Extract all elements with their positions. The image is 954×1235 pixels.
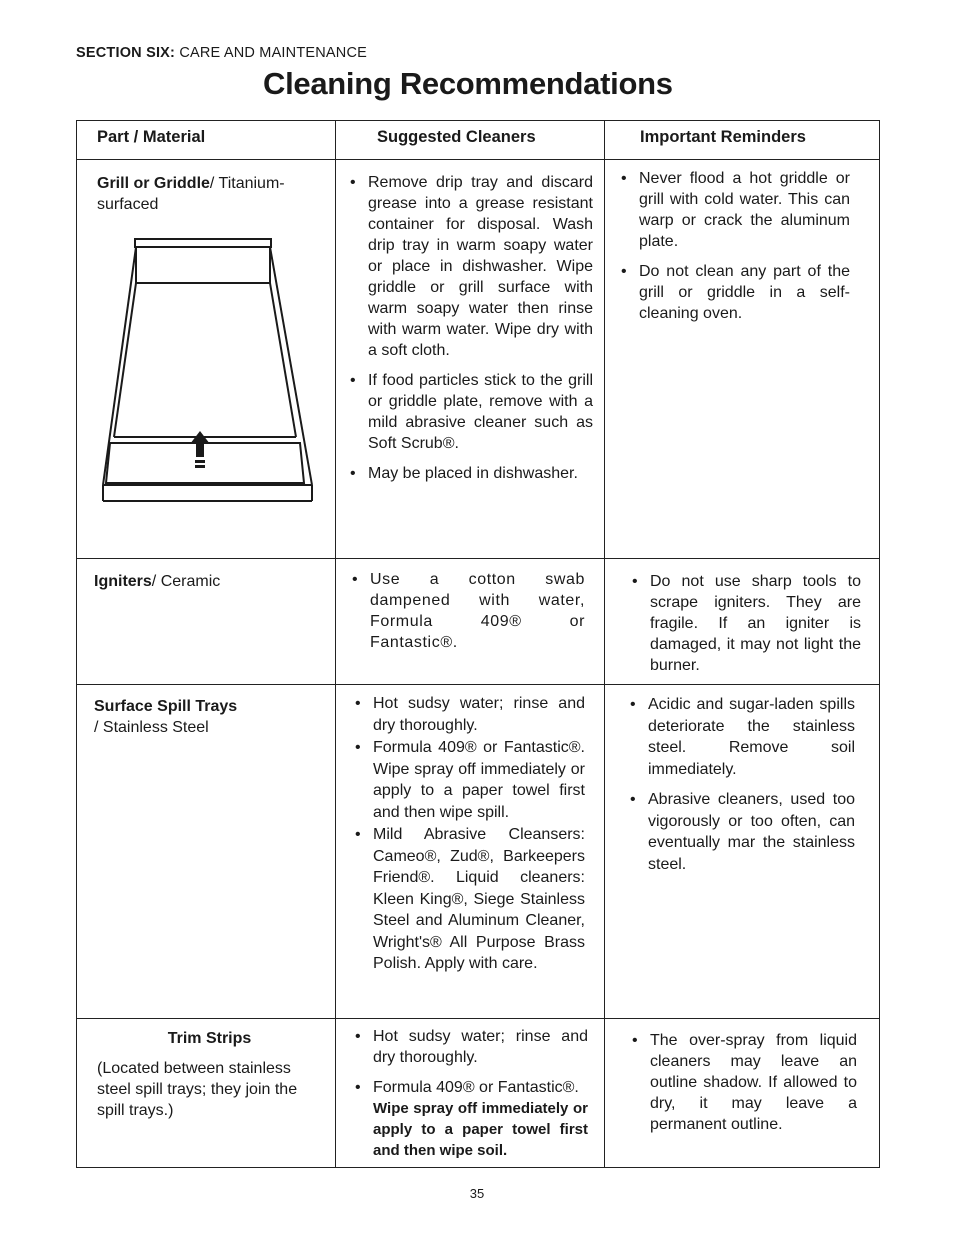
row-divider bbox=[77, 684, 879, 685]
list-item: • If food particles stick to the grill or griddle plate, remove with a mild abrasive cleaner such as Soft Scrub®. bbox=[347, 370, 593, 454]
section-label: SECTION SIX: bbox=[76, 45, 176, 61]
part-cell-spill-trays bbox=[94, 696, 324, 738]
header-divider bbox=[77, 159, 879, 160]
column-header-cleaners: Suggested Cleaners bbox=[377, 128, 536, 146]
list-item: • Never flood a hot griddle or grill with cold water. This can warp or crack the aluminum plate. bbox=[618, 168, 850, 252]
section-heading bbox=[76, 45, 367, 61]
section-name: CARE AND MAINTENANCE bbox=[179, 45, 368, 61]
column-header-part: Part / Material bbox=[97, 128, 206, 146]
list-item: • Hot sudsy water; rinse and dry thoroughly. bbox=[352, 693, 585, 736]
reminders-cell-grill bbox=[618, 168, 850, 333]
list-item: • May be placed in dishwasher. bbox=[347, 463, 593, 484]
list-item: • Remove drip tray and discard grease into a grease resistant container for disposal. Wash drip tray in warm soapy water or place in dishwasher. Wipe griddle or grill surface with warm soapy water then rinse with warm water. Wipe dry with a soft cloth. bbox=[347, 172, 593, 361]
griddle-right-side bbox=[270, 247, 312, 485]
list-item: • Do not clean any part of the grill or griddle in a self-cleaning oven. bbox=[618, 261, 850, 324]
row-divider bbox=[77, 558, 879, 559]
part-note: (Located between stainless steel spill trays; they join the spill trays.) bbox=[97, 1060, 298, 1119]
list-item bbox=[352, 1077, 588, 1161]
part-material: / Ceramic bbox=[151, 573, 221, 590]
list-item: • Mild Abrasive Cleansers: Cameo®, Zud®, Barkeepers Friend®. Liquid cleaners: Kleen King®, Siege Stainless Steel and Aluminum Cleaner, Wright's® All Purpose Brass Polish. Apply with care. bbox=[352, 824, 585, 975]
reminders-cell-spill-trays bbox=[627, 694, 855, 884]
row-divider bbox=[77, 1018, 879, 1019]
griddle-left-rail bbox=[114, 283, 136, 437]
column-divider bbox=[604, 121, 605, 1167]
page-title: Cleaning Recommendations bbox=[263, 66, 673, 101]
griddle-right-rail bbox=[270, 283, 296, 437]
cleaners-cell-grill bbox=[347, 172, 593, 493]
part-material: / Stainless Steel bbox=[94, 719, 209, 736]
reminders-cell-trim-strips bbox=[629, 1030, 857, 1135]
column-header-reminders: Important Reminders bbox=[640, 128, 806, 146]
list-item: • Do not use sharp tools to scrape igniters. They are fragile. If an igniter is damaged, it may not light the burner. bbox=[629, 571, 861, 676]
page-number: 35 bbox=[469, 1186, 485, 1201]
griddle-back-panel bbox=[136, 247, 270, 283]
cleaners-cell-igniters bbox=[349, 569, 585, 653]
list-item: • Abrasive cleaners, used too vigorously or too often, can eventually mar the stainless steel. bbox=[627, 789, 855, 875]
part-cell-igniters bbox=[94, 571, 324, 592]
cleaners-cell-trim-strips bbox=[352, 1026, 588, 1161]
part-name: Grill or Griddle bbox=[97, 175, 210, 192]
list-item-text: Formula 409® or Fantastic®. bbox=[373, 1079, 579, 1096]
part-material: / Titanium-surfaced bbox=[97, 175, 285, 213]
part-name: Igniters bbox=[94, 573, 152, 590]
bold-note: Wipe spray off immediately or apply to a paper towel first and then wipe soil. bbox=[373, 1100, 588, 1159]
list-item: • Acidic and sugar-laden spills deteriorate the stainless steel. Remove soil immediately. bbox=[627, 694, 855, 780]
list-item: • Use a cotton swab dampened with water, Formula 409® or Fantastic®. bbox=[349, 569, 585, 653]
part-name: Surface Spill Trays bbox=[94, 698, 238, 715]
griddle-top-edge bbox=[135, 239, 271, 247]
part-cell-grill bbox=[97, 173, 317, 215]
part-cell-trim-strips bbox=[97, 1028, 322, 1121]
reminders-cell-igniters bbox=[629, 571, 861, 676]
list-item: • Hot sudsy water; rinse and dry thoroughly. bbox=[352, 1026, 588, 1068]
cleaners-cell-spill-trays bbox=[352, 693, 585, 975]
griddle-illustration bbox=[100, 237, 318, 505]
list-item: • Formula 409® or Fantastic®. Wipe spray off immediately or apply to a paper towel first and then wipe spill. bbox=[352, 737, 585, 823]
part-name: Trim Strips bbox=[167, 1030, 252, 1047]
column-divider bbox=[335, 121, 336, 1167]
griddle-left-side bbox=[103, 247, 136, 485]
list-item: • The over-spray from liquid cleaners may leave an outline shadow. If allowed to dry, it may leave a permanent outline. bbox=[629, 1030, 857, 1135]
